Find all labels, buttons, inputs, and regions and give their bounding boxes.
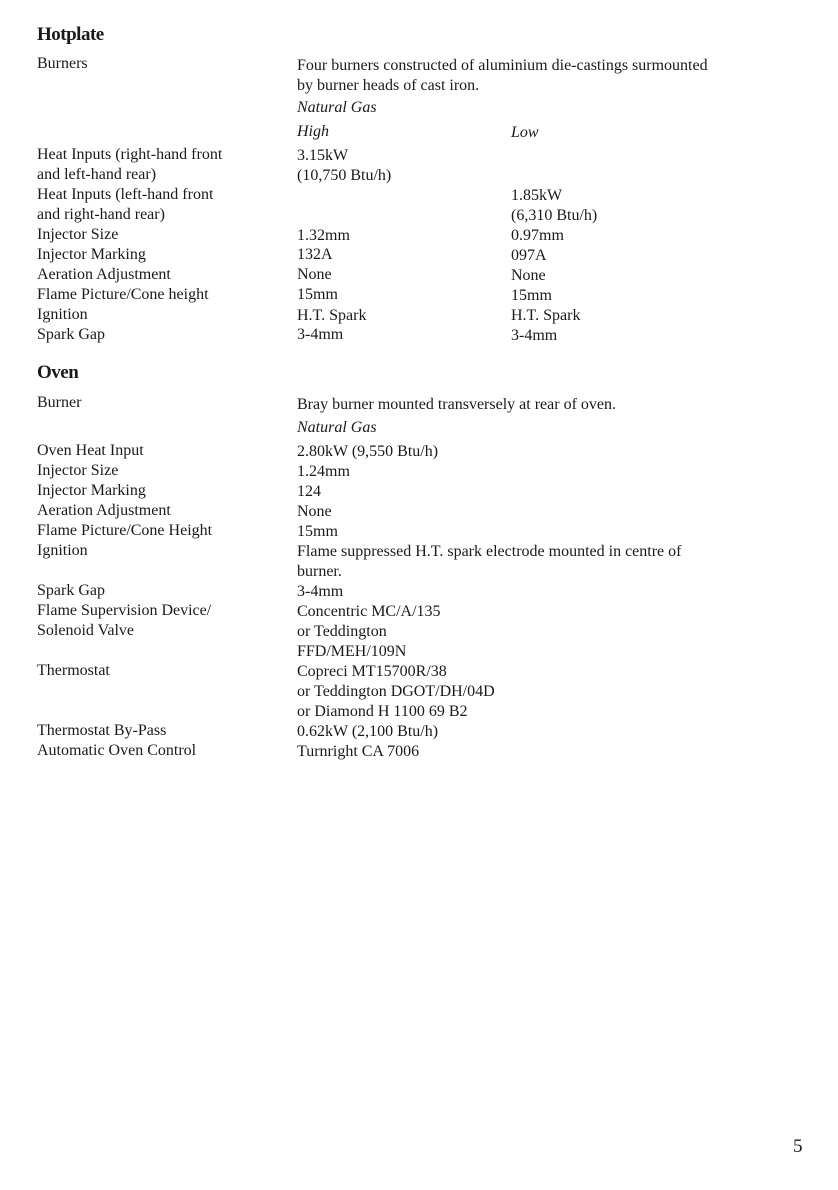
hotplate-heading: Hotplate (37, 24, 104, 45)
column-header-low: Low (511, 124, 539, 141)
oven-burner-desc: Bray burner mounted transversely at rear of oven. (297, 396, 616, 413)
heat-input-lf-low-line1: 1.85kW (511, 187, 563, 204)
oven-ignition-value-line1: Flame suppressed H.T. spark electrode mounted in centre of (297, 543, 682, 560)
hotplate-row-high: 15mm (297, 286, 338, 303)
hotplate-row-high: None (297, 266, 332, 283)
hotplate-row-low: 3-4mm (511, 327, 558, 344)
oven-fsd-label-line1: Flame Supervision Device/ (37, 602, 212, 619)
oven-fsd-value-line2: or Teddington (297, 623, 387, 640)
hotplate-row-label: Injector Marking (37, 246, 146, 263)
hotplate-row-label: Spark Gap (37, 326, 105, 343)
hotplate-row-high: 3-4mm (297, 326, 344, 343)
oven-bypass-label: Thermostat By-Pass (37, 722, 167, 739)
hotplate-row-high: H.T. Spark (297, 307, 367, 324)
oven-aoc-value: Turnright CA 7006 (297, 743, 420, 760)
oven-fsd-label-line2: Solenoid Valve (37, 622, 135, 639)
oven-spark-gap-value: 3-4mm (297, 583, 344, 600)
heat-input-rf-high-line2: (10,750 Btu/h) (297, 167, 392, 184)
oven-heading: Oven (37, 362, 79, 383)
hotplate-row-high: 1.32mm (297, 227, 350, 244)
hotplate-gas-type: Natural Gas (297, 99, 377, 116)
oven-aeration-label: Aeration Adjustment (37, 502, 171, 519)
page-number: 5 (793, 1136, 803, 1157)
heat-input-rf-label-line2: and left-hand rear) (37, 166, 157, 183)
oven-ignition-value-line2: burner. (297, 563, 342, 580)
oven-aoc-label: Automatic Oven Control (37, 742, 197, 759)
hotplate-row-label: Flame Picture/Cone height (37, 286, 209, 303)
burners-label: Burners (37, 55, 88, 72)
hotplate-row-low: H.T. Spark (511, 307, 581, 324)
oven-heat-input-label: Oven Heat Input (37, 442, 144, 459)
hotplate-row-low: None (511, 267, 546, 284)
oven-spark-gap-label: Spark Gap (37, 582, 105, 599)
oven-injector-marking-value: 124 (297, 483, 321, 500)
oven-thermostat-value-line3: or Diamond H 1100 69 B2 (297, 703, 468, 720)
hotplate-row-low: 097A (511, 247, 547, 264)
oven-ignition-label: Ignition (37, 542, 88, 559)
hotplate-row-low: 15mm (511, 287, 552, 304)
oven-flame-value: 15mm (297, 523, 338, 540)
oven-heat-input-value: 2.80kW (9,550 Btu/h) (297, 443, 439, 460)
hotplate-row-label: Ignition (37, 306, 88, 323)
oven-gas-type: Natural Gas (297, 419, 377, 436)
hotplate-row-label: Injector Size (37, 226, 119, 243)
oven-injector-size-value: 1.24mm (297, 463, 350, 480)
oven-fsd-value-line1: Concentric MC/A/135 (297, 603, 441, 620)
heat-input-rf-label-line1: Heat Inputs (right-hand front (37, 146, 223, 163)
oven-bypass-value: 0.62kW (2,100 Btu/h) (297, 723, 439, 740)
hotplate-row-high: 132A (297, 246, 333, 263)
oven-flame-label: Flame Picture/Cone Height (37, 522, 213, 539)
oven-fsd-value-line3: FFD/MEH/109N (297, 643, 407, 660)
oven-injector-size-label: Injector Size (37, 462, 119, 479)
burners-desc-line1: Four burners constructed of aluminium die-castings surmounted (297, 57, 708, 74)
heat-input-rf-high-line1: 3.15kW (297, 147, 349, 164)
oven-thermostat-value-line2: or Teddington DGOT/DH/04D (297, 683, 495, 700)
heat-input-lf-low-line2: (6,310 Btu/h) (511, 207, 598, 224)
burners-desc-line2: by burner heads of cast iron. (297, 77, 480, 94)
oven-burner-label: Burner (37, 394, 82, 411)
oven-thermostat-value-line1: Copreci MT15700R/38 (297, 663, 447, 680)
heat-input-lf-label-line1: Heat Inputs (left-hand front (37, 186, 214, 203)
hotplate-row-label: Aeration Adjustment (37, 266, 171, 283)
oven-injector-marking-label: Injector Marking (37, 482, 146, 499)
oven-aeration-value: None (297, 503, 332, 520)
heat-input-lf-label-line2: and right-hand rear) (37, 206, 165, 223)
hotplate-row-low: 0.97mm (511, 227, 564, 244)
oven-thermostat-label: Thermostat (37, 662, 110, 679)
column-header-high: High (297, 123, 329, 140)
